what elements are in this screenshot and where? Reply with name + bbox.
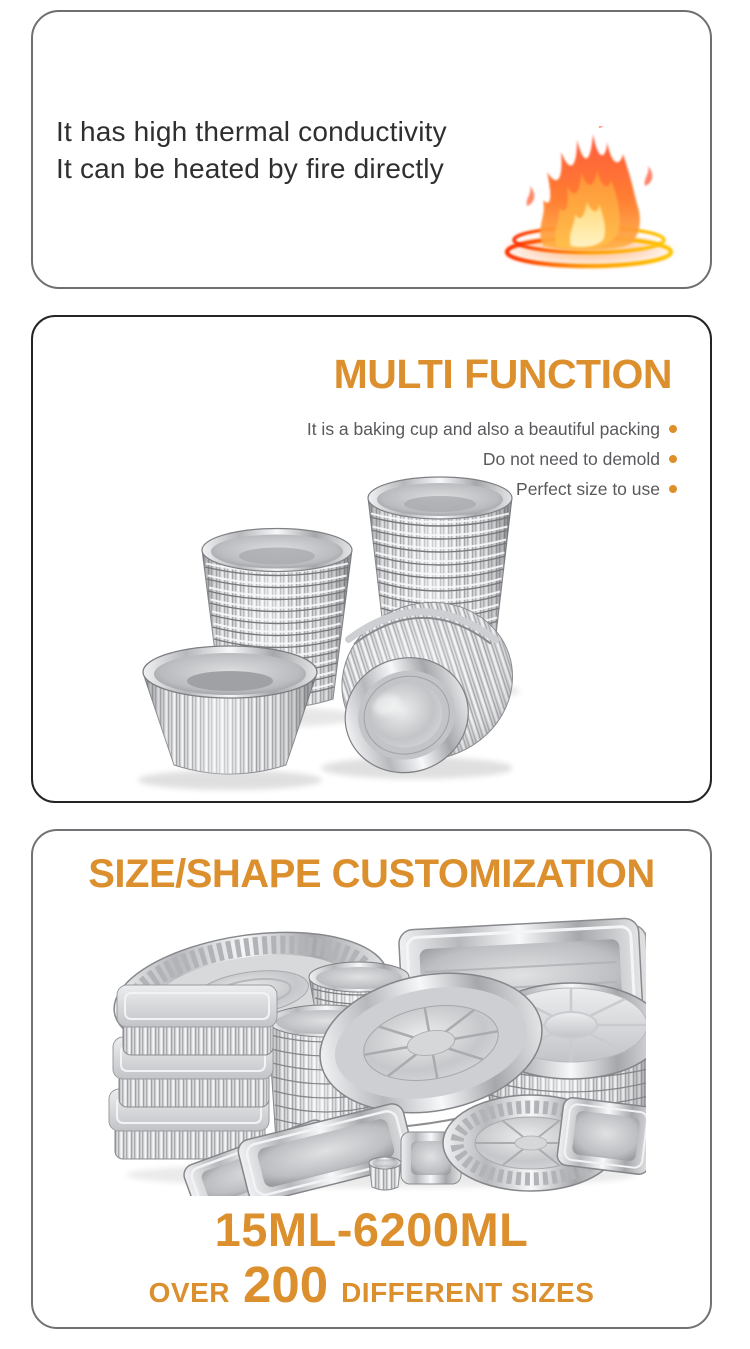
over-suffix: DIFFERENT SIZES	[341, 1277, 595, 1308]
sizes-count-line	[33, 1255, 710, 1314]
feature-item	[307, 420, 677, 438]
foil-containers-image	[101, 911, 646, 1196]
tiny-cup	[369, 1157, 401, 1190]
foil-baking-cups-image	[130, 467, 552, 802]
feature-text: Do not need to demold	[482, 448, 660, 469]
thermal-text-block	[56, 113, 447, 187]
fire-flame-icon	[481, 126, 699, 278]
single-cup	[143, 646, 317, 774]
size-customization-card	[31, 829, 712, 1329]
bullet-dot-icon	[669, 455, 677, 463]
thermal-line-1: It has high thermal conductivity	[56, 116, 447, 147]
over-number: 200	[242, 1256, 329, 1313]
over-prefix: OVER	[148, 1277, 230, 1308]
feature-text: Perfect size to use	[516, 478, 660, 499]
multi-function-card	[31, 315, 712, 803]
size-customization-title: SIZE/SHAPE CUSTOMIZATION	[88, 852, 655, 896]
volume-range: 15ML-6200ML	[214, 1203, 529, 1256]
bullet-dot-icon	[669, 485, 677, 493]
feature-text: It is a baking cup and also a beautiful packing	[306, 418, 660, 439]
tilted-cup	[316, 580, 535, 788]
thermal-line-2: It can be heated by fire directly	[56, 153, 444, 184]
feature-item	[307, 450, 677, 468]
bullet-dot-icon	[669, 425, 677, 433]
multi-function-title: MULTI FUNCTION	[333, 351, 672, 397]
small-tray	[556, 1097, 646, 1176]
thermal-conductivity-card	[31, 10, 712, 289]
stacked-rect-containers	[109, 985, 277, 1159]
